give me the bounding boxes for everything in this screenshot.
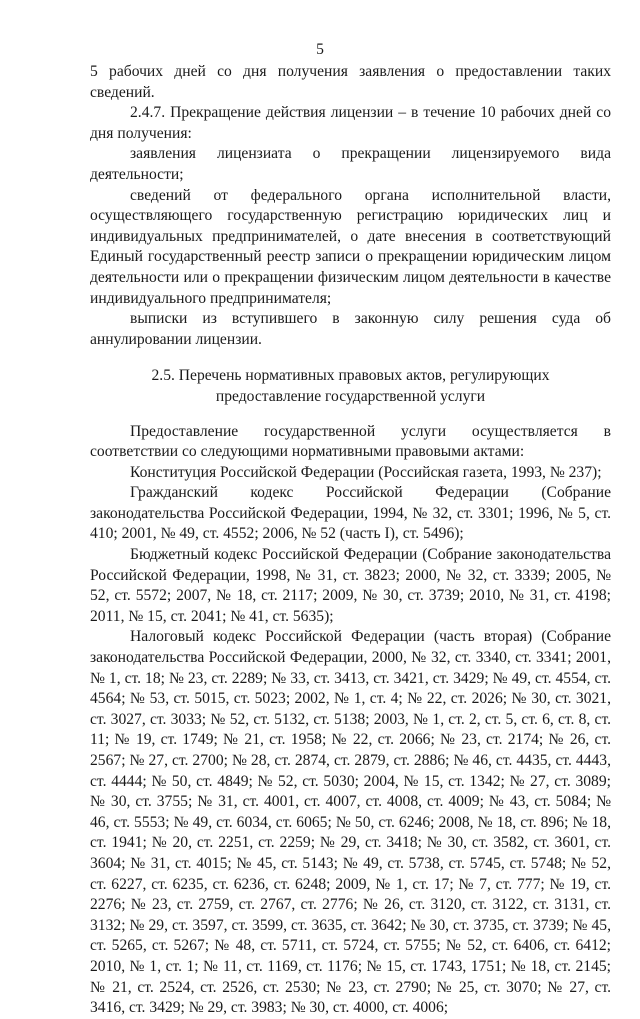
list-item-court-decision: выписки из вступившего в законную силу решения суда об аннулировании лицензии. xyxy=(90,310,611,348)
list-item-civil-code: Гражданский кодекс Российской Федерации (Собрание законодательства Российской Федерации, 1994, № 32, ст. 3301; 1996, № 5, ст. 410; 2001, № 49, ст. 4552; 2006, № 52 (часть I), ст. 5496); xyxy=(90,484,611,543)
document-body xyxy=(90,62,611,1019)
paragraph-2-4-7: 2.4.7. Прекращение действия лицензии – в течение 10 рабочих дней со дня получения: xyxy=(90,104,611,142)
list-item-application: заявления лицензиата о прекращении лицензируемого вида деятельности; xyxy=(90,145,611,183)
paragraph-continuation: 5 рабочих дней со дня получения заявления о предоставлении таких сведений. xyxy=(90,63,611,101)
list-item-federal-info: сведений от федерального органа исполнительной власти, осуществляющего государственную регистрацию юридических лиц и индивидуальных предпринимателей, о дате внесения в соответствующий Единый государственный реестр записи о прекращении юридическим лицом деятельности или о прекращении физическим лицом деятельности в качестве индивидуального предпринимателя; xyxy=(90,186,611,307)
list-item-budget-code: Бюджетный кодекс Российской Федерации (Собрание законодательства Российской Федерации, 1998, № 31, ст. 3823; 2000, № 32, ст. 3339; 2005, № 52, ст. 5572; 2007, № 18, ст. 2117; 2009, № 30, ст. 3739; 2010, № 31, ст. 4198; 2011, № 15, ст. 2041; № 41, ст. 5635); xyxy=(90,546,611,625)
paragraph-legal-basis-intro: Предоставление государственной услуги осуществляется в соответствии со следующими нормативными правовыми актами: xyxy=(90,422,611,461)
list-item-tax-code: Налоговый кодекс Российской Федерации (часть вторая) (Собрание законодательства Российской Федерации, 2000, № 32, ст. 3340, ст. 3341; 2001, № 1, ст. 18; № 23, ст. 2289; № 33, ст. 3413, ст. 3421, ст. 3429; № 49, ст. 4554, ст. 4564; № 53, ст. 5015, ст. 5023; 2002, № 1, ст. 4; № 22, ст. 2026; № 30, ст. 3021, ст. 3027, ст. 3033; № 52, ст. 5132, ст. 5138; 2003, № 1, ст. 2, ст. 5, ст. 6, ст. 8, ст. 11; № 19, ст. 1749; № 21, ст. 1958; № 22, ст. 2066; № 23, ст. 2174; № 26, ст. 2567; № 27, ст. 2700; № 28, ст. 2874, ст. 2879, ст. 2886; № 46, ст. 4435, ст. 4443, ст. 4444; № 50, ст. 4849; № 52, ст. 5030; 2004, № 15, ст. 1342; № 27, ст. 3089; № 30, ст. 3755; № 31, ст. 4001, ст. 4007, ст. 4008, ст. 4009; № 43, ст. 5084; № 46, ст. 5553; № 49, ст. 6034, ст. 6065; № 50, ст. 6246; 2008, № 18, ст. 896; № 18, ст. 1941; № 20, ст. 2251, ст. 2259; № 29, ст. 3418; № 30, ст. 3582, ст. 3601, ст. 3604; № 31, ст. 4015; № 45, ст. 5143; № 49, ст. 5738, ст. 5745, ст. 5748; № 52, ст. 6227, ст. 6235, ст. 6236, ст. 6248; 2009, № 1, ст. 17; № 7, ст. 777; № 19, ст. 2276; № 23, ст. 2759, ст. 2767, ст. 2776; № 26, ст. 3120, ст. 3122, ст. 3131, ст. 3132; № 29, ст. 3597, ст. 3599, ст. 3635, ст. 3642; № 30, ст. 3735, ст. 3739; № 45, ст. 5265, ст. 5267; № 48, ст. 5711, ст. 5724, ст. 5755; № 52, ст. 6406, ст. 6412; 2010, № 1, ст. 1; № 11, ст. 1169, ст. 1176; № 15, ст. 1743, 1751; № 18, ст. 2145; № 21, ст. 2524, ст. 2526, ст. 2530; № 23, ст. 2790; № 25, ст. 3070; № 27, ст. 3416, ст. 3429; № 29, ст. 3983; № 30, ст. 4000, ст. 4006; xyxy=(90,628,611,1017)
list-item-constitution: Конституция Российской Федерации (Российская газета, 1993, № 237); xyxy=(130,463,602,481)
section-heading-2-5: 2.5. Перечень нормативных правовых актов, регулирующих предоставление государственной услуги xyxy=(151,367,550,405)
page-number: 5 xyxy=(316,41,324,58)
